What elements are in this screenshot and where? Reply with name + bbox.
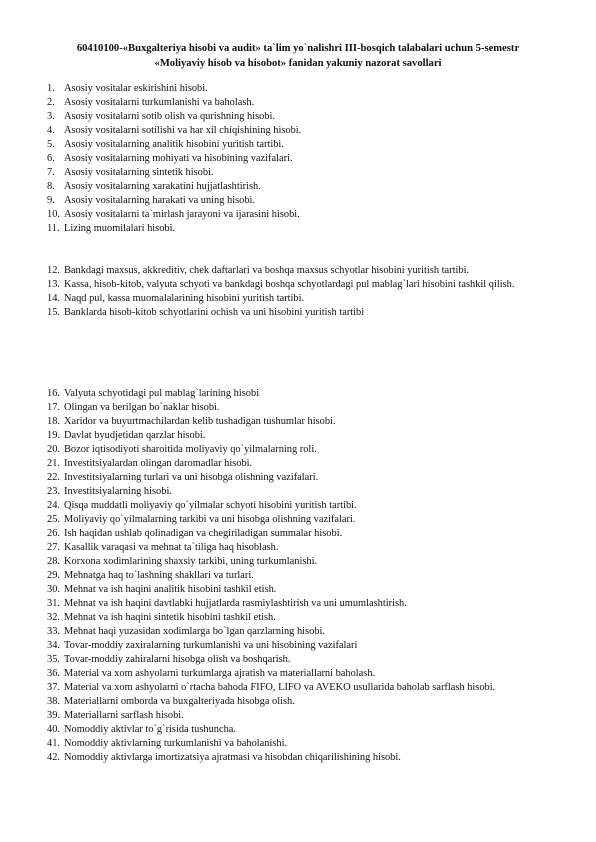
question-item bbox=[47, 138, 570, 152]
question-text: Tovar-moddiy zahiralarni hisobga olish va boshqarish. bbox=[64, 654, 291, 665]
question-number: 25. bbox=[47, 514, 60, 525]
question-item bbox=[47, 737, 570, 751]
question-item bbox=[47, 166, 570, 180]
question-number: 35. bbox=[47, 654, 60, 665]
question-number: 17. bbox=[47, 402, 60, 413]
question-text: Asosiy vositalarni ta`mirlash jarayoni va ijarasini hisobi. bbox=[64, 209, 300, 220]
question-text: Valyuta schyotidagi pul mablag`larining hisobi bbox=[64, 388, 260, 399]
question-list-1 bbox=[47, 82, 570, 236]
question-number: 34. bbox=[47, 640, 60, 651]
question-text: Asosiy vositalarning sintetik hisobi. bbox=[64, 167, 214, 178]
question-item bbox=[47, 625, 570, 639]
question-item bbox=[47, 82, 570, 96]
question-number: 26. bbox=[47, 528, 60, 539]
question-list-3 bbox=[47, 387, 570, 765]
question-number: 37. bbox=[47, 682, 60, 693]
question-text: Naqd pul, kassa muomalalarining hisobini yuritish tartibi. bbox=[64, 293, 305, 304]
question-number: 23. bbox=[47, 486, 60, 497]
question-number: 27. bbox=[47, 542, 60, 553]
question-text: Asosiy vositalarning harakati va uning hisobi. bbox=[64, 195, 256, 206]
question-item bbox=[47, 278, 570, 292]
question-number: 4. bbox=[47, 125, 55, 136]
question-number: 32. bbox=[47, 612, 60, 623]
question-text: Material va xom ashyolarni turkumlarga ajratish va materiallarni baholash. bbox=[64, 668, 376, 679]
question-item bbox=[47, 292, 570, 306]
question-text: Bozor iqtisodiyoti sharoitida moliyaviy qo`yilmalarning roli. bbox=[64, 444, 317, 455]
question-number: 20. bbox=[47, 444, 60, 455]
question-item bbox=[47, 653, 570, 667]
question-text: Nomoddiy aktivlarning turkumlanishi va baholanishi. bbox=[64, 738, 288, 749]
question-item bbox=[47, 541, 570, 555]
question-text: Mehnat va ish haqini sintetik hisobini tashkil etish. bbox=[64, 612, 276, 623]
question-number: 42. bbox=[47, 752, 60, 763]
title-line-1: 60410100-«Buxgalteriya hisobi va audit» ta`lim yo`nalishri III-bosqich talabalari uchun 5-semestr bbox=[76, 43, 520, 54]
question-text: Lizing muomilalari hisobi. bbox=[64, 223, 176, 234]
question-text: Xaridor va buyurtmachilardan kelib tushadigan tushumlar hisobi. bbox=[64, 416, 336, 427]
question-item bbox=[47, 499, 570, 513]
question-number: 14. bbox=[47, 293, 60, 304]
question-number: 29. bbox=[47, 570, 60, 581]
question-number: 16. bbox=[47, 388, 60, 399]
question-item bbox=[47, 443, 570, 457]
question-number: 39. bbox=[47, 710, 60, 721]
question-item bbox=[47, 457, 570, 471]
question-number: 22. bbox=[47, 472, 60, 483]
question-text: Kassa, hisob-kitob, valyuta schyoti va bankdagi boshqa schyotlardagi pul mablag`lari hisobini tashkil qilish. bbox=[64, 279, 515, 290]
question-item bbox=[47, 597, 570, 611]
question-text: Investitsiyalarning turlari va uni hisobga olishning vazifalari. bbox=[64, 472, 319, 483]
question-text: Asosiy vositalarni sotib olish va qurishning hisobi. bbox=[64, 111, 275, 122]
question-number: 5. bbox=[47, 139, 55, 150]
question-item bbox=[47, 667, 570, 681]
question-item bbox=[47, 387, 570, 401]
question-text: Materiallarni sarflash hisobi. bbox=[64, 710, 184, 721]
question-text: Olingan va berilgan bo`naklar hisobi. bbox=[64, 402, 220, 413]
question-item bbox=[47, 110, 570, 124]
question-text: Asosiy vositalarning xarakatini hujjatlashtirish. bbox=[64, 181, 261, 192]
question-number: 7. bbox=[47, 167, 55, 178]
question-text: Bankdagi maxsus, akkreditiv, chek daftarlari va boshqa maxsus schyotlar hisobini yuritish tartibi. bbox=[64, 265, 470, 276]
question-number: 3. bbox=[47, 111, 55, 122]
question-text: Nomoddiy aktivlarga imortizatsiya ajratmasi va hisobdan chiqarilishining hisobi. bbox=[64, 752, 401, 763]
question-text: Materiallarni omborda va buxgalteriyada hisobga olish. bbox=[64, 696, 295, 707]
question-text: Tovar-moddiy zaxiralarning turkumlanishi va uni hisobining vazifalari bbox=[64, 640, 358, 651]
question-item bbox=[47, 429, 570, 443]
question-text: Korxona xodimlarining shaxsiy tarkibi, uning turkumlanishi. bbox=[64, 556, 318, 567]
question-text: Davlat byudjetidan qarzlar hisobi. bbox=[64, 430, 206, 441]
question-item bbox=[47, 152, 570, 166]
question-item bbox=[47, 611, 570, 625]
question-item bbox=[47, 180, 570, 194]
question-text: Asosiy vositalarni turkumlanishi va baholash. bbox=[64, 97, 255, 108]
question-number: 11. bbox=[47, 223, 60, 234]
document-title bbox=[40, 41, 556, 71]
question-text: Asosiy vositalarning analitik hisobini yuritish tartibi. bbox=[64, 139, 284, 150]
question-text: Asosiy vositalarni sotilishi va har xil chiqishining hisobi. bbox=[64, 125, 302, 136]
question-number: 8. bbox=[47, 181, 55, 192]
question-item bbox=[47, 709, 570, 723]
question-text: Qisqa muddatli moliyaviy qo`yilmalar schyoti hisobini yuritish tartibi. bbox=[64, 500, 357, 511]
question-item bbox=[47, 513, 570, 527]
question-item bbox=[47, 194, 570, 208]
question-number: 13. bbox=[47, 279, 60, 290]
question-number: 15. bbox=[47, 307, 60, 318]
question-item bbox=[47, 96, 570, 110]
question-text: Kasallik varaqasi va mehnat ta`tiliga haq hisoblash. bbox=[64, 542, 279, 553]
question-text: Asosiy vositalar eskirishini hisobi. bbox=[64, 83, 208, 94]
question-number: 19. bbox=[47, 430, 60, 441]
question-number: 41. bbox=[47, 738, 60, 749]
question-item bbox=[47, 639, 570, 653]
question-text: Moliyaviy qo`yilmalarning tarkibi va uni hisobga olishning vazifalari. bbox=[64, 514, 356, 525]
question-number: 30. bbox=[47, 584, 60, 595]
question-item bbox=[47, 681, 570, 695]
question-list-2 bbox=[47, 264, 570, 320]
question-item bbox=[47, 751, 570, 765]
question-number: 10. bbox=[47, 209, 60, 220]
question-number: 1. bbox=[47, 83, 55, 94]
question-item bbox=[47, 583, 570, 597]
question-text: Investitsiyalarning hisobi. bbox=[64, 486, 172, 497]
question-text: Mehnat va ish haqini analitik hisobini tashkil etish. bbox=[64, 584, 277, 595]
question-text: Mehnatga haq to`lashning shakllari va turlari. bbox=[64, 570, 254, 581]
question-item bbox=[47, 569, 570, 583]
question-text: Investitsiyalardan olingan daromadlar hisobi. bbox=[64, 458, 253, 469]
question-item bbox=[47, 124, 570, 138]
question-number: 36. bbox=[47, 668, 60, 679]
question-text: Banklarda hisob-kitob schyotlarini ochish va uni hisobini yuritish tartibi bbox=[64, 307, 365, 318]
question-item bbox=[47, 485, 570, 499]
question-text: Mehnat va ish haqini davtlabki hujjatlarda rasmiylashtirish va uni umumlashtirish. bbox=[64, 598, 407, 609]
question-item bbox=[47, 208, 570, 222]
question-number: 28. bbox=[47, 556, 60, 567]
question-text: Nomoddiy aktivlar to`g`risida tushuncha. bbox=[64, 724, 236, 735]
question-item bbox=[47, 723, 570, 737]
question-number: 18. bbox=[47, 416, 60, 427]
question-number: 31. bbox=[47, 598, 60, 609]
question-number: 38. bbox=[47, 696, 60, 707]
question-item bbox=[47, 264, 570, 278]
question-text: Ish haqidan ushlab qolinadigan va chegiriladigan summalar hisobi. bbox=[64, 528, 343, 539]
question-text: Mehnat haqi yuzasidan xodimlarga bo`lgan qarzlarning hisobi. bbox=[64, 626, 325, 637]
question-item bbox=[47, 695, 570, 709]
question-item bbox=[47, 527, 570, 541]
question-item bbox=[47, 415, 570, 429]
question-number: 24. bbox=[47, 500, 60, 511]
question-number: 12. bbox=[47, 265, 60, 276]
question-number: 40. bbox=[47, 724, 60, 735]
question-item bbox=[47, 471, 570, 485]
question-number: 9. bbox=[47, 195, 55, 206]
question-text: Material va xom ashyolarni o`rtacha bahoda FIFO, LIFO va AVEKO usullarida baholab sarflash hisobi. bbox=[64, 682, 496, 693]
question-item bbox=[47, 555, 570, 569]
question-item bbox=[47, 401, 570, 415]
question-item bbox=[47, 306, 570, 320]
question-item bbox=[47, 222, 570, 236]
question-text: Asosiy vositalarning mohiyati va hisobining vazifalari. bbox=[64, 153, 293, 164]
question-number: 6. bbox=[47, 153, 55, 164]
title-line-2: «Moliyaviy hisob va hisobot» fanidan yakuniy nazorat savollari bbox=[154, 58, 442, 69]
question-number: 21. bbox=[47, 458, 60, 469]
question-number: 33. bbox=[47, 626, 60, 637]
question-number: 2. bbox=[47, 97, 55, 108]
